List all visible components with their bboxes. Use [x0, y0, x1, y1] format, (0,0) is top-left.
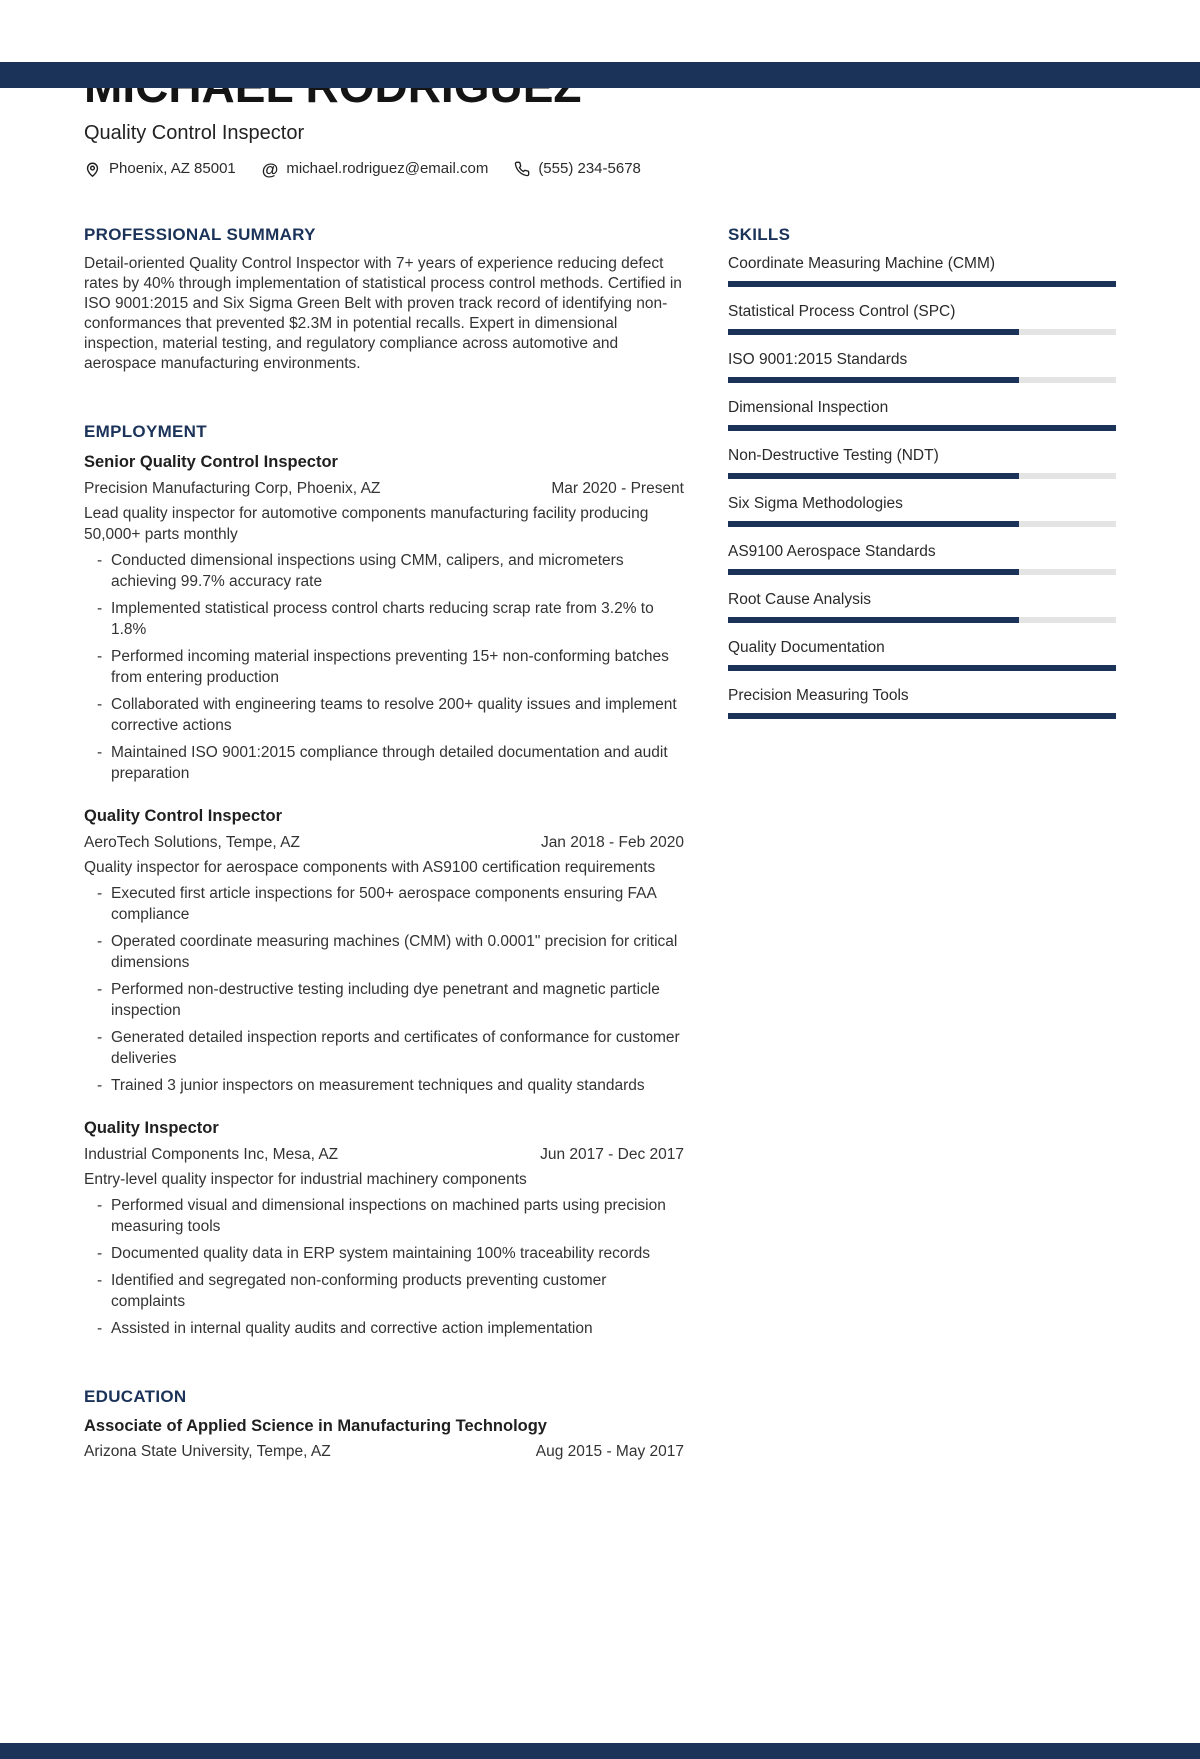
skill-bar-fill — [728, 617, 1019, 623]
bullet-text: - Collaborated with engineering teams to resolve 200+ quality issues and implement corrective actions — [111, 696, 677, 734]
skill-bar — [728, 425, 1116, 431]
skill-name: Quality Documentation — [728, 639, 885, 656]
job-company: Industrial Components Inc, Mesa, AZ — [84, 1146, 339, 1163]
skill-bar — [728, 569, 1116, 575]
contact-location — [84, 159, 236, 179]
bullet-item — [97, 1243, 684, 1264]
education-heading: EDUCATION — [84, 1387, 187, 1406]
skill-item — [728, 302, 1116, 335]
education-school: Arizona State University, Tempe, AZ — [84, 1443, 331, 1460]
bullet-item — [97, 1027, 684, 1069]
skill-item — [728, 542, 1116, 575]
education-meta — [84, 1441, 684, 1462]
bullet-item — [97, 694, 684, 736]
skill-name: Coordinate Measuring Machine (CMM) — [728, 255, 996, 272]
job-bullets — [84, 883, 684, 1096]
skill-item — [728, 590, 1116, 623]
bullet-item — [97, 646, 684, 688]
bullet-text: - Performed visual and dimensional inspections on machined parts using precision measuring tools — [111, 1197, 666, 1235]
skill-name: Root Cause Analysis — [728, 591, 872, 608]
skill-bar-fill — [728, 425, 1116, 431]
skill-name: ISO 9001:2015 Standards — [728, 351, 908, 368]
bullet-item — [97, 931, 684, 973]
job-description: Lead quality inspector for automotive components manufacturing facility producing 50,000+ parts monthly — [84, 505, 649, 543]
resume-page — [0, 62, 1200, 1462]
bullet-text: - Maintained ISO 9001:2015 compliance through detailed documentation and audit preparation — [111, 744, 668, 782]
location-text: Phoenix, AZ 85001 — [109, 160, 236, 177]
top-accent-bar — [0, 62, 1200, 88]
candidate-title: Quality Control Inspector — [84, 122, 305, 144]
skill-bar — [728, 377, 1116, 383]
job-company: Precision Manufacturing Corp, Phoenix, AZ — [84, 480, 381, 497]
skill-item — [728, 254, 1116, 287]
bullet-item — [97, 883, 684, 925]
skill-name: AS9100 Aerospace Standards — [728, 543, 936, 560]
bullet-item — [97, 1318, 684, 1339]
bullet-item — [97, 598, 684, 640]
skill-name: Non-Destructive Testing (NDT) — [728, 447, 939, 464]
skill-bar-fill — [728, 713, 1116, 719]
job-bullets — [84, 1195, 684, 1339]
job-dates: Jan 2018 - Feb 2020 — [540, 834, 684, 851]
job-dates: Mar 2020 - Present — [551, 480, 684, 497]
main-column — [84, 225, 684, 1462]
job-meta — [84, 478, 684, 499]
skill-bar — [728, 521, 1116, 527]
summary-heading: PROFESSIONAL SUMMARY — [84, 225, 316, 244]
bullet-item — [97, 550, 684, 592]
bullet-text: - Operated coordinate measuring machines (CMM) with 0.0001" precision for critical dimensions — [111, 933, 678, 971]
bullet-item — [97, 1075, 684, 1096]
skill-bar-fill — [728, 569, 1019, 575]
employment-section — [84, 422, 684, 1339]
job-entry — [84, 452, 684, 784]
skill-item — [728, 638, 1116, 671]
skill-bar — [728, 713, 1116, 719]
email-at-icon: @ — [261, 159, 279, 179]
skill-bar-fill — [728, 329, 1019, 335]
summary-section — [84, 225, 684, 374]
job-description: Entry-level quality inspector for industrial machinery components — [84, 1171, 527, 1188]
education-degree: Associate of Applied Science in Manufacturing Technology — [84, 1417, 547, 1435]
email-text: michael.rodriguez@email.com — [286, 160, 489, 177]
bullet-text: - Performed incoming material inspections preventing 15+ non-conforming batches from entering production — [111, 648, 669, 686]
bullet-text: - Assisted in internal quality audits and corrective action implementation — [111, 1320, 593, 1337]
contact-row — [84, 159, 1116, 179]
skill-bar-fill — [728, 281, 1116, 287]
bottom-accent-bar — [0, 1743, 1200, 1759]
skill-bar — [728, 665, 1116, 671]
contact-email — [262, 159, 489, 179]
job-title: Quality Control Inspector — [84, 807, 283, 825]
phone-icon — [514, 161, 530, 177]
job-description: Quality inspector for aerospace components with AS9100 certification requirements — [84, 859, 656, 876]
phone-text: (555) 234-5678 — [538, 160, 641, 177]
education-section — [84, 1387, 684, 1462]
skill-item — [728, 398, 1116, 431]
skills-heading: SKILLS — [728, 225, 791, 244]
bullet-item — [97, 1270, 684, 1312]
bullet-text: - Conducted dimensional inspections using CMM, calipers, and micrometers achieving 99.7% accuracy rate — [111, 552, 624, 590]
skill-bar-fill — [728, 473, 1019, 479]
job-company: AeroTech Solutions, Tempe, AZ — [84, 834, 300, 851]
job-title: Quality Inspector — [84, 1119, 219, 1137]
job-meta — [84, 832, 684, 853]
bullet-text: - Generated detailed inspection reports and certificates of conformance for customer deliveries — [111, 1029, 680, 1067]
skill-bar — [728, 617, 1116, 623]
skill-bar — [728, 329, 1116, 335]
location-pin-icon — [84, 161, 101, 178]
skill-bar-fill — [728, 665, 1116, 671]
bullet-item — [97, 979, 684, 1021]
bullet-text: - Trained 3 junior inspectors on measurement techniques and quality standards — [111, 1077, 645, 1094]
bullet-text: - Documented quality data in ERP system maintaining 100% traceability records — [111, 1245, 651, 1262]
summary-text: Detail-oriented Quality Control Inspector with 7+ years of experience reducing defect rates by 40% through implementation of statistical process control methods. Certified in ISO 9001:2015 and Six Sigma Green Belt with proven track record of identifying non-conformances that prevented $2.3M in potential recalls. Expert in dimensional inspection, material testing, and regulatory compliance across automotive and aerospace manufacturing environments. — [84, 255, 682, 372]
job-bullets — [84, 550, 684, 784]
skills-list — [728, 254, 1116, 719]
job-meta — [84, 1144, 684, 1165]
contact-phone — [514, 159, 641, 179]
skill-item — [728, 350, 1116, 383]
job-dates: Jun 2017 - Dec 2017 — [540, 1146, 684, 1163]
bullet-item — [97, 1195, 684, 1237]
bullet-text: - Executed first article inspections for 500+ aerospace components ensuring FAA compliance — [111, 885, 656, 923]
bullet-text: - Implemented statistical process control charts reducing scrap rate from 3.2% to 1.8% — [111, 600, 654, 638]
bullet-item — [97, 742, 684, 784]
skill-name: Precision Measuring Tools — [728, 687, 909, 704]
skill-bar — [728, 281, 1116, 287]
bullet-text: - Identified and segregated non-conforming products preventing customer complaints — [111, 1272, 607, 1310]
skill-bar-fill — [728, 377, 1019, 383]
skills-column — [728, 225, 1116, 734]
education-dates: Aug 2015 - May 2017 — [535, 1443, 684, 1460]
employment-heading: EMPLOYMENT — [84, 422, 207, 441]
skill-item — [728, 494, 1116, 527]
skill-name: Statistical Process Control (SPC) — [728, 303, 956, 320]
skill-item — [728, 446, 1116, 479]
skill-name: Six Sigma Methodologies — [728, 495, 903, 512]
skill-bar-fill — [728, 521, 1019, 527]
job-title: Senior Quality Control Inspector — [84, 453, 338, 471]
content-columns — [84, 225, 1116, 1462]
job-entry — [84, 1118, 684, 1339]
skill-item — [728, 686, 1116, 719]
job-entry — [84, 806, 684, 1096]
skill-bar — [728, 473, 1116, 479]
skill-name: Dimensional Inspection — [728, 399, 889, 416]
bullet-text: - Performed non-destructive testing including dye penetrant and magnetic particle inspection — [111, 981, 660, 1019]
